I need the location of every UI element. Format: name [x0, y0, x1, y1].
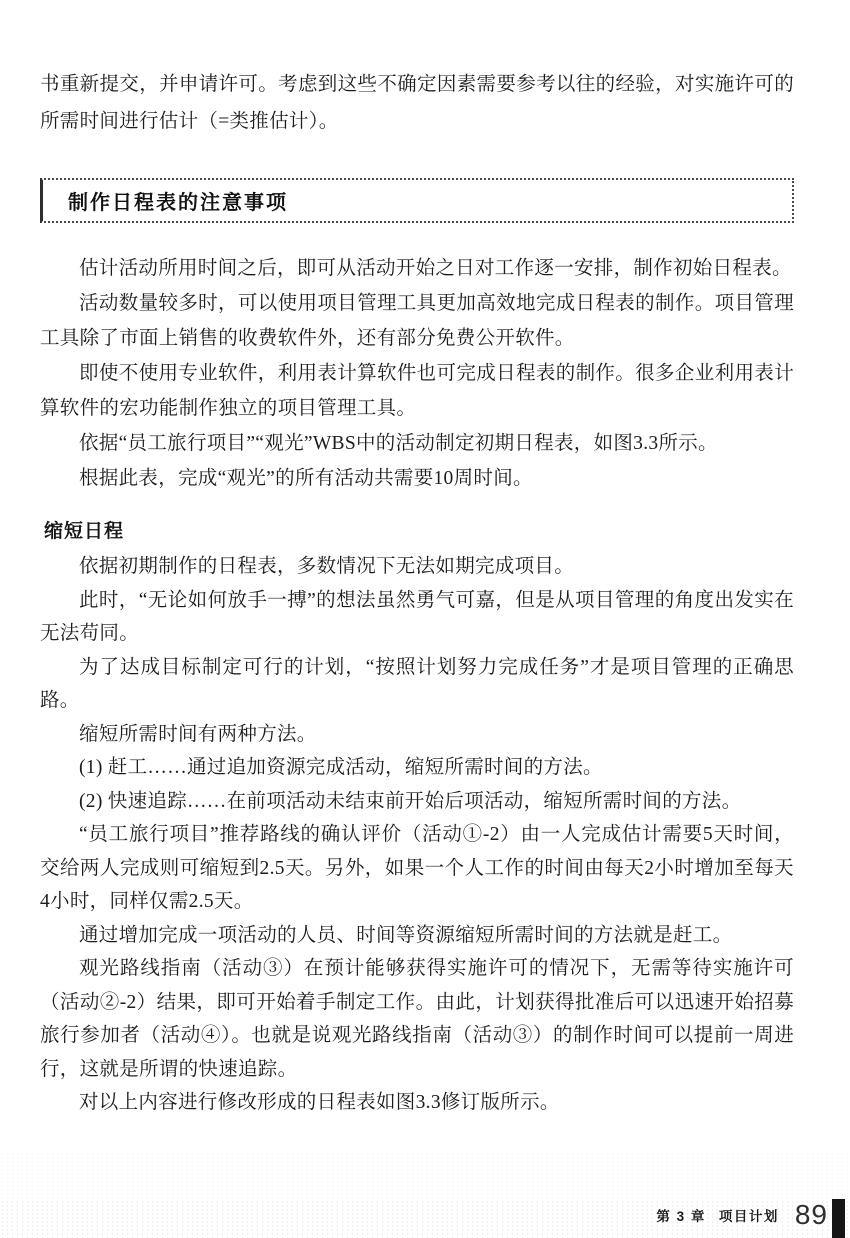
section-label: 项目计划: [718, 1209, 779, 1224]
subsection-body: [40, 550, 794, 1120]
subsection-title: 缩短日程: [44, 521, 125, 542]
page-number: 89: [794, 1199, 828, 1230]
paragraph: 估计活动所用时间之后，即可从活动开始之日对工作逐一安排，制作初始日程表。: [79, 258, 792, 279]
chapter-label: 第 3 章: [656, 1209, 706, 1224]
paragraph: 依据“员工旅行项目”“观光”WBS中的活动制定初期日程表，如图3.3所示。: [79, 433, 718, 454]
paragraph: 通过增加完成一项活动的人员、时间等资源缩短所需时间的方法就是赶工。: [79, 924, 733, 946]
page-edge-bar: [832, 1199, 845, 1238]
paragraph: 缩短所需时间有两种方法。: [79, 723, 317, 745]
paragraph: 观光路线指南（活动③）在预计能够获得实施许可的情况下，无需等待实施许可（活动②-2）结果，即可开始着手制定工作。由此，计划获得批准后可以迅速开始招募旅行参加者（活动④）。也就是说观光路线指南（活动③）的制作时间可以提前一周进行，这就是所谓的快速追踪。: [40, 958, 794, 1080]
paragraph: 活动数量较多时，可以使用项目管理工具更加高效地完成日程表的制作。项目管理工具除了市面上销售的收费软件外，还有部分免费公开软件。: [40, 293, 794, 349]
section-body: [40, 251, 794, 496]
section-heading-box: [40, 178, 794, 223]
paragraph: 为了达成目标制定可行的计划，“按照计划努力完成任务”才是项目管理的正确思路。: [40, 656, 794, 711]
paragraph: “员工旅行项目”推荐路线的确认评价（活动①-2）由一人完成估计需要5天时间，交给两人完成则可缩短到2.5天。另外，如果一个人工作的时间由每天2小时增加至每天4小时，同样仅需2.5天。: [40, 824, 794, 912]
section-title: 制作日程表的注意事项: [68, 192, 288, 214]
paragraph: 依据初期制作的日程表，多数情况下无法如期完成项目。: [79, 556, 575, 577]
paragraph: 此时，“无论如何放手一搏”的想法虽然勇气可嘉，但是从项目管理的角度出发实在无法苟同。: [40, 589, 794, 644]
paragraph: 即使不使用专业软件，利用表计算软件也可完成日程表的制作。很多企业利用表计算软件的宏功能制作独立的项目管理工具。: [40, 363, 794, 419]
page-content: [40, 0, 794, 1120]
page-footer: [656, 1198, 828, 1232]
paragraph: 根据此表，完成“观光”的所有活动共需要10周时间。: [79, 468, 533, 489]
paragraph: (1) 赶工……通过追加资源完成活动，缩短所需时间的方法。: [79, 757, 603, 778]
intro-paragraph: 书重新提交，并申请许可。考虑到这些不确定因素需要参考以往的经验，对实施许可的所需时间进行估计（=类推估计）。: [40, 74, 794, 132]
paragraph: (2) 快速追踪……在前项活动未结束前开始后项活动，缩短所需时间的方法。: [79, 790, 742, 812]
paragraph: 对以上内容进行修改形成的日程表如图3.3修订版所示。: [79, 1092, 560, 1113]
scan-noise-band: [0, 1152, 850, 1200]
